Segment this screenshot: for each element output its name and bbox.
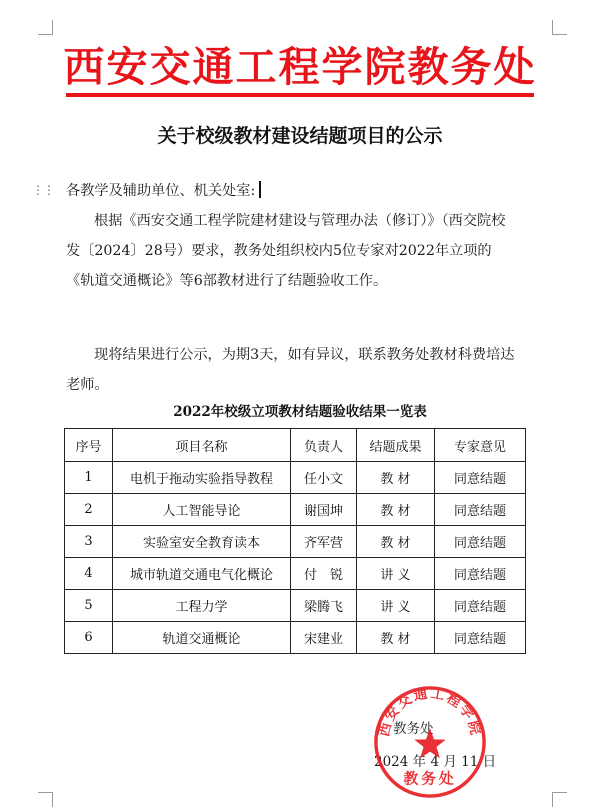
- page-corner-mark: [552, 792, 567, 807]
- table-row: [65, 558, 526, 590]
- document-title: 关于校级教材建设结题项目的公示: [157, 125, 443, 147]
- row-outcome: 教 材: [357, 462, 435, 494]
- salutation-line[interactable]: [66, 176, 516, 206]
- drag-handle-icon[interactable]: ⋮⋮: [32, 183, 54, 197]
- text-cursor: [259, 181, 261, 198]
- row-leader: 宋建业: [291, 622, 357, 654]
- row-index: 6: [65, 622, 113, 654]
- table-row: [65, 526, 526, 558]
- column-header-outcome: 结题成果: [357, 429, 435, 462]
- row-project-name: 城市轨道交通电气化概论: [113, 558, 291, 590]
- table-row: [65, 590, 526, 622]
- row-outcome: 教 材: [357, 526, 435, 558]
- column-header-expert-opinion: 专家意见: [435, 429, 526, 462]
- page-corner-mark: [38, 20, 53, 35]
- row-expert-opinion: 同意结题: [435, 462, 526, 494]
- row-outcome: 讲 义: [357, 558, 435, 590]
- row-index: 3: [65, 526, 113, 558]
- results-table: [64, 428, 526, 654]
- column-header-project-name: 项目名称: [113, 429, 291, 462]
- row-project-name: 工程力学: [113, 590, 291, 622]
- row-expert-opinion: 同意结题: [435, 622, 526, 654]
- signature-date: 2024 年 4 月 11 日: [374, 754, 497, 770]
- row-outcome: 教 材: [357, 494, 435, 526]
- body-paragraph-1[interactable]: 根据《西安交通工程学院建材建设与管理办法（修订）》（西交院校发〔2024〕28号）要求，教务处组织校内5位专家对2022年立项的《轨道交通概论》等6部教材进行了结题验收工作。: [66, 213, 506, 289]
- row-leader: 任小文: [291, 462, 357, 494]
- row-project-name: 实验室安全教育读本: [113, 526, 291, 558]
- page-corner-mark: [38, 792, 53, 807]
- letterhead-red-rule: [66, 93, 534, 97]
- row-leader: 梁腾飞: [291, 590, 357, 622]
- row-index: 5: [65, 590, 113, 622]
- row-project-name: 人工智能导论: [113, 494, 291, 526]
- row-index: 2: [65, 494, 113, 526]
- row-leader: 齐军营: [291, 526, 357, 558]
- row-project-name: 电机于拖动实验指导教程: [113, 462, 291, 494]
- table-row: [65, 622, 526, 654]
- row-project-name: 轨道交通概论: [113, 622, 291, 654]
- letterhead-title: 西安交通工程学院教务处: [63, 43, 537, 91]
- row-expert-opinion: 同意结题: [435, 494, 526, 526]
- seal-ring-text: 西安交通工程学院: [376, 685, 484, 739]
- table-row: [65, 494, 526, 526]
- official-seal-icon: [371, 683, 489, 801]
- page-corner-mark: [552, 20, 567, 35]
- table-row: [65, 462, 526, 494]
- column-header-leader: 负责人: [291, 429, 357, 462]
- row-leader: 谢国坤: [291, 494, 357, 526]
- table-title: 2022年校级立项教材结题验收结果一览表: [173, 404, 427, 420]
- row-outcome: 讲 义: [357, 590, 435, 622]
- table-header-row: [65, 429, 526, 462]
- row-outcome: 教 材: [357, 622, 435, 654]
- row-expert-opinion: 同意结题: [435, 590, 526, 622]
- row-expert-opinion: 同意结题: [435, 558, 526, 590]
- salutation-text: 各教学及辅助单位、机关处室:: [66, 183, 256, 199]
- seal-center-text: 教务处: [403, 770, 457, 788]
- row-leader: 付 锐: [291, 558, 357, 590]
- row-expert-opinion: 同意结题: [435, 526, 526, 558]
- seal-star-icon: [414, 728, 445, 758]
- signature-office: 教务处: [393, 721, 434, 737]
- row-index: 4: [65, 558, 113, 590]
- row-index: 1: [65, 462, 113, 494]
- body-paragraph-2[interactable]: 现将结果进行公示，为期3天，如有异议，联系教务处教材科费培达老师。: [66, 347, 515, 393]
- column-header-index: 序号: [65, 429, 113, 462]
